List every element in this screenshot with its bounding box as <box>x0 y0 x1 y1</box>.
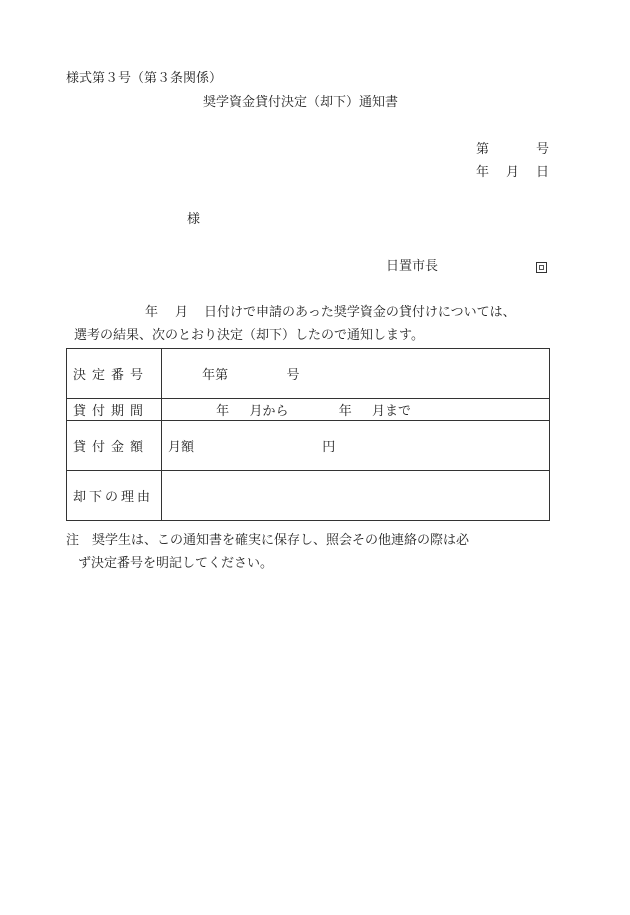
table-row <box>67 399 550 421</box>
row-label-loan-period: 貸付期間 <box>67 399 162 421</box>
row-value-rejection-reason <box>162 471 550 521</box>
decision-year-dai: 年第 <box>202 368 229 383</box>
seal-mark-icon <box>536 262 547 273</box>
period-start-year: 年 <box>216 404 230 419</box>
period-start-month: 月から <box>249 404 289 419</box>
amount-monthly: 月額 <box>168 440 195 455</box>
form-label: 様式第３号（第３条関係） <box>66 71 223 86</box>
note-line-2: ず決定番号を明記してください。 <box>78 556 274 571</box>
body-line-1: 日付けで申請のあった奨学資金の貸付けについては、 <box>204 305 516 320</box>
period-end-month: 月まで <box>372 404 412 419</box>
row-label-decision-number: 決定番号 <box>67 349 162 399</box>
document-title: 奨学資金貸付決定（却下）通知書 <box>203 95 399 110</box>
row-label-loan-amount: 貸付金額 <box>67 421 162 471</box>
number-dai: 第 <box>476 142 490 157</box>
number-go: 号 <box>536 142 550 157</box>
table-row <box>67 349 550 399</box>
decision-table <box>66 348 550 521</box>
body-line-2: 選考の結果、次のとおり決定（却下）したので通知します。 <box>74 328 424 343</box>
row-value-loan-period <box>162 399 550 421</box>
period-end-year: 年 <box>338 404 352 419</box>
row-value-decision-number <box>162 349 550 399</box>
date-day: 日 <box>536 165 550 180</box>
date-year: 年 <box>476 165 490 180</box>
table-row <box>67 421 550 471</box>
body-month: 月 <box>175 305 189 320</box>
addressee-suffix: 様 <box>187 212 201 227</box>
row-label-rejection-reason: 却下の理由 <box>67 471 162 521</box>
note-line-1: 注 奨学生は、この通知書を確実に保存し、照会その他連絡の際は必 <box>66 533 470 548</box>
decision-go: 号 <box>286 368 300 383</box>
table-row <box>67 471 550 521</box>
body-year: 年 <box>145 305 159 320</box>
sender-name: 日置市長 <box>386 259 439 274</box>
date-month: 月 <box>506 165 520 180</box>
row-value-loan-amount <box>162 421 550 471</box>
amount-yen: 円 <box>322 440 336 455</box>
